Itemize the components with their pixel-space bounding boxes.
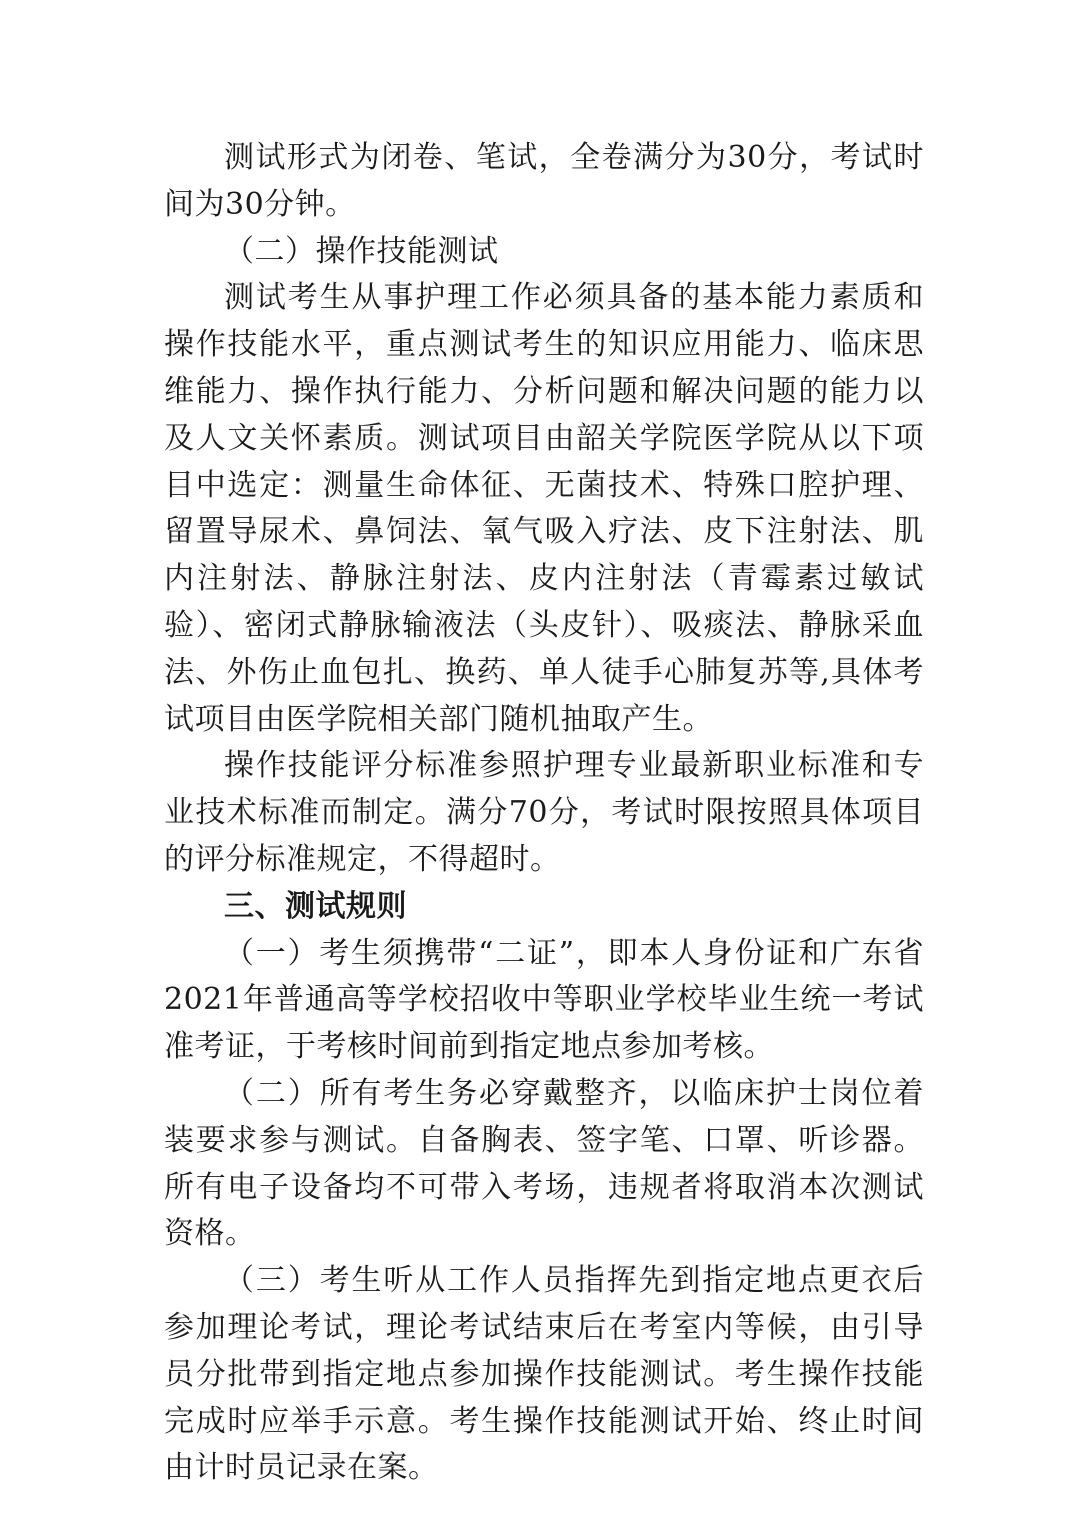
paragraph-rule-2: （二）所有考生务必穿戴整齐，以临床护士岗位着装要求参与测试。自备胸表、签字笔、口罩、听诊器。所有电子设备均不可带入考场，违规者将取消本次测试资格。 xyxy=(164,1075,924,1252)
paragraph-skill-test-content: 测试考生从事护理工作必须具备的基本能力素质和操作技能水平，重点测试考生的知识应用能力、临床思维能力、操作执行能力、分析问题和解决问题的能力以及人文关怀素质。测试项目由韶关学院医学院从以下项目中选定：测量生命体征、无菌技术、特殊口腔护理、留置导尿术、鼻饲法、氧气吸入疗法、皮下注射法、肌内注射法、静脉注射法、皮内注射法（青霉素过敏试验）、密闭式静脉输液法（头皮针）、吸痰法、静脉采血法、外伤止血包扎、换药、单人徒手心肺复苏等,具体考试项目由医学院相关部门随机抽取产生。 xyxy=(164,280,924,737)
subheading-skill-test: （二）操作技能测试 xyxy=(224,233,499,269)
paragraph-rule-3: （三）考生听从工作人员指挥先到指定地点更衣后参加理论考试，理论考试结束后在考室内等候，由引导员分批带到指定地点参加操作技能测试。考生操作技能完成时应举手示意。考生操作技能测试开始、终止时间由计时员记录在案。 xyxy=(164,1263,924,1486)
document-page xyxy=(164,135,924,1492)
paragraph-rule-1: （一）考生须携带“二证”，即本人身份证和广东省2021年普通高等学校招收中等职业学校毕业生统一考试准考证，于考核时间前到指定地点参加考核。 xyxy=(164,935,924,1065)
heading-test-rules: 三、测试规则 xyxy=(224,888,407,924)
paragraph-scoring-standard: 操作技能评分标准参照护理专业最新职业标准和专业技术标准而制定。满分70分，考试时限按照具体项目的评分标准规定，不得超时。 xyxy=(164,748,924,877)
paragraph-exam-format: 测试形式为闭卷、笔试，全卷满分为30分，考试时间为30分钟。 xyxy=(164,140,924,222)
